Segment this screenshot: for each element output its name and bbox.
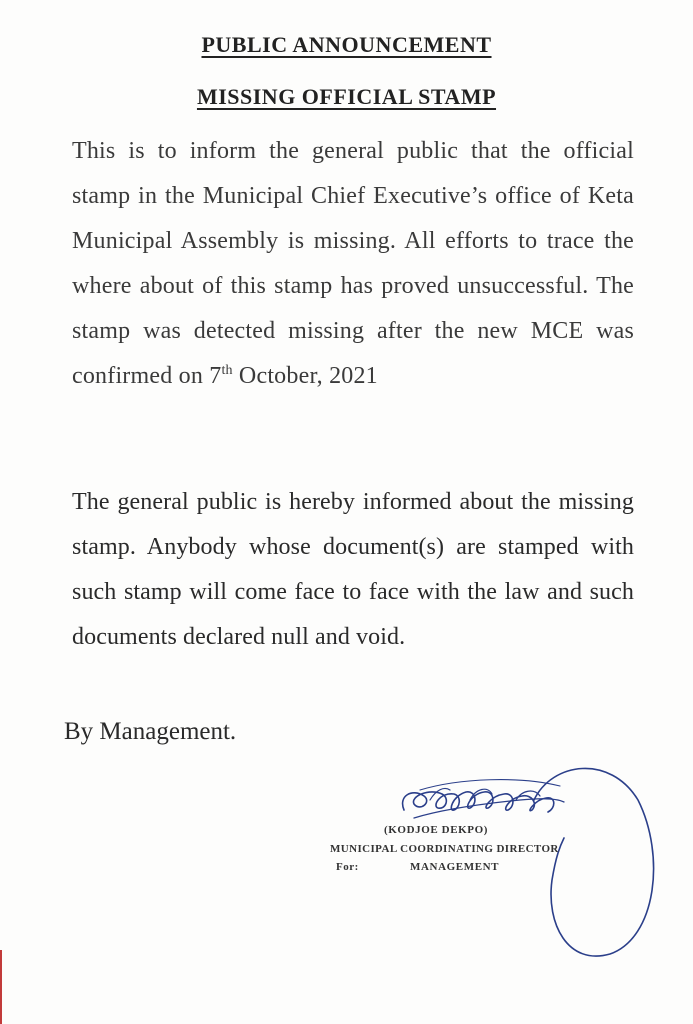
signature-block bbox=[320, 760, 680, 960]
for-label: For: bbox=[336, 861, 359, 873]
signoff: By Management. bbox=[64, 718, 237, 745]
signatory-name: (KODJOE DEKPO) bbox=[384, 824, 489, 836]
paragraph-warning: The general public is hereby informed about the missing stamp. Anybody whose document(s) are stamped with such stamp will come face to face with the law and such documents declared null and void. bbox=[72, 489, 634, 650]
announcement-subheading: MISSING OFFICIAL STAMP bbox=[196, 84, 497, 109]
paragraph-notice-date: October, 2021 bbox=[232, 363, 378, 389]
paragraph-notice bbox=[72, 129, 634, 399]
handwritten-signature bbox=[320, 760, 680, 960]
announcement-heading: PUBLIC ANNOUNCEMENT bbox=[201, 32, 492, 57]
signatory-title: MUNICIPAL COORDINATING DIRECTOR bbox=[330, 843, 559, 855]
paper-edge-mark bbox=[0, 950, 2, 1024]
paragraph-notice-text: This is to inform the general public that the official stamp in the Municipal Chief Executive’s office of Keta Municipal Assembly is missing. All efforts to trace the where about of this stamp has proved unsuccessful. The stamp was detected missing after the new MCE was confirmed on 7 bbox=[72, 138, 634, 389]
for-management: MANAGEMENT bbox=[410, 861, 500, 873]
date-ordinal-suffix: th bbox=[221, 363, 233, 378]
